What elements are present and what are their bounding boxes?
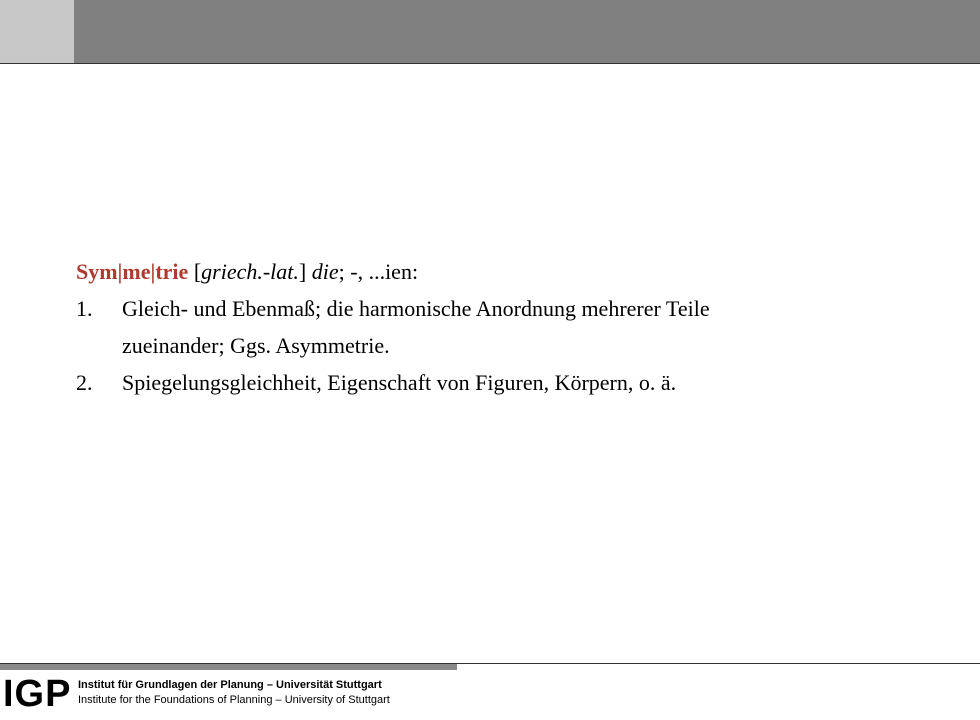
definition-block xyxy=(76,253,936,401)
bracket-close: ] xyxy=(298,259,307,284)
header-bar-light xyxy=(0,0,74,63)
definition-number: 1. xyxy=(76,296,93,321)
footer-bar xyxy=(0,664,457,670)
institute-name-en: Institute for the Foundations of Planning – University of Stuttgart xyxy=(78,694,390,706)
origin: griech.-lat. xyxy=(201,259,299,284)
definition-item xyxy=(76,364,936,401)
institute-name-de: Institut für Grundlagen der Planung – Universität Stuttgart xyxy=(78,679,382,691)
inflection: ; -, ...ien: xyxy=(338,259,419,284)
bracket-open: [ xyxy=(193,259,202,284)
definition-line: Gleich- und Ebenmaß; die harmonische Anordnung mehrerer Teile xyxy=(122,296,710,321)
definition-line: Spiegelungsgleichheit, Eigenschaft von Figuren, Körpern, o. ä. xyxy=(122,370,677,395)
article: die xyxy=(311,259,339,284)
definition-item xyxy=(76,290,936,364)
header-divider xyxy=(0,63,980,64)
igp-logo: IGP xyxy=(3,673,72,715)
footer-institute xyxy=(78,678,390,708)
entry-line xyxy=(76,253,936,290)
definition-line: zueinander; Ggs. Asymmetrie. xyxy=(122,333,390,358)
definition-text xyxy=(122,290,936,364)
definition-number: 2. xyxy=(76,370,93,395)
headword: Sym|me|trie xyxy=(76,259,189,284)
header-bar-dark xyxy=(74,0,980,63)
definition-text xyxy=(122,364,936,401)
